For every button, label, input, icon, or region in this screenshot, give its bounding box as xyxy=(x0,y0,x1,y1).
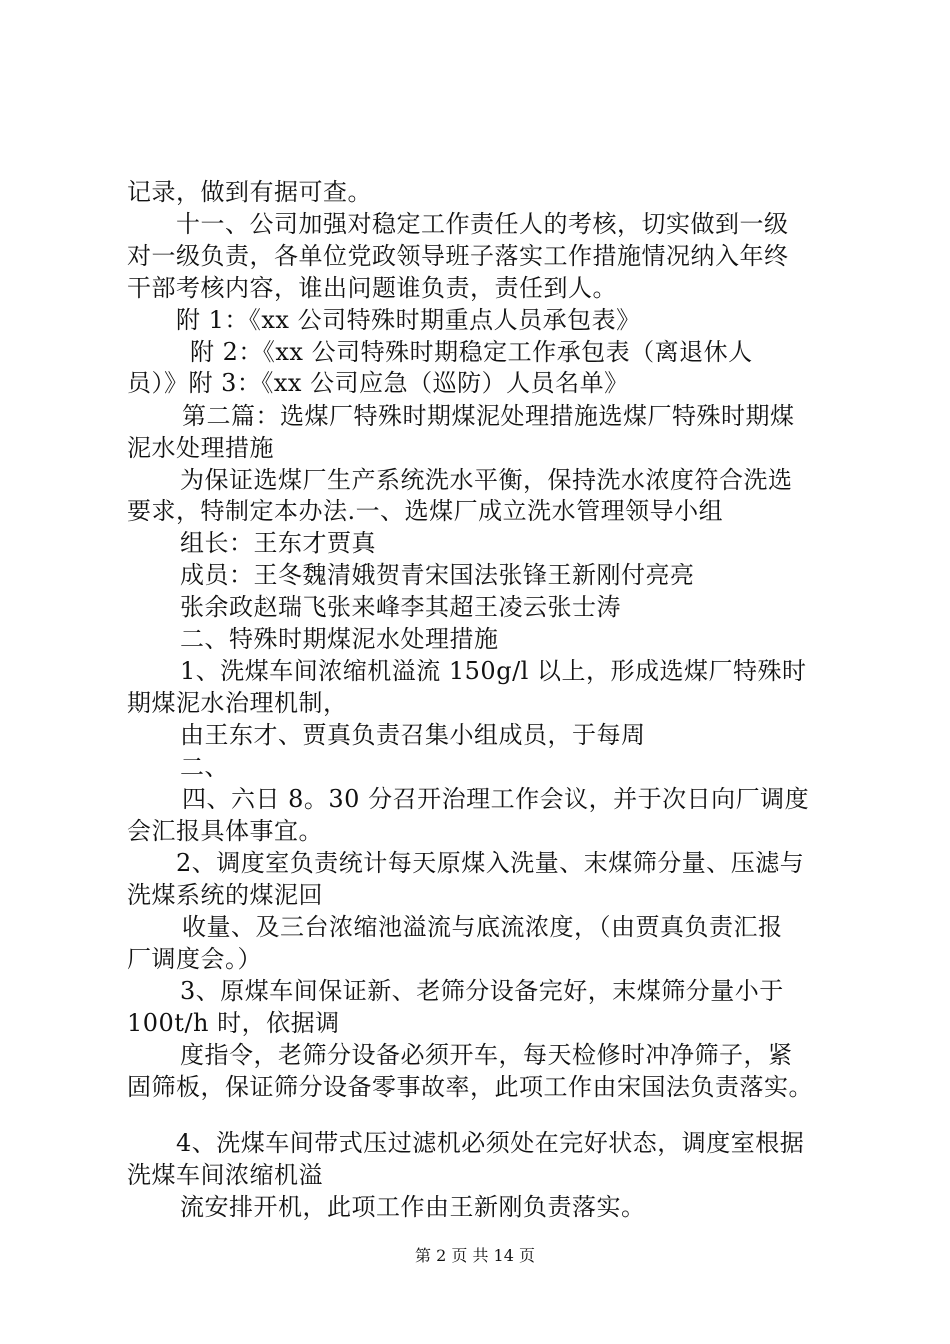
text-line-19: 二、 xyxy=(180,753,229,781)
text-line-25: 厂调度会。） xyxy=(127,945,262,973)
text-line-12: 组长：王东才贾真 xyxy=(180,529,376,557)
text-line-1: 记录，做到有据可查。 xyxy=(127,178,372,206)
text-line-20: 四、六日 8。30 分召开治理工作会议，并于次日向厂调度 xyxy=(182,785,810,813)
text-line-22: 2、调度室负责统计每天原煤入洗量、末煤筛分量、压滤与 xyxy=(176,849,805,877)
text-line-18: 由王东才、贾真负责召集小组成员，于每周 xyxy=(180,721,646,749)
text-line-27: 100t/h 时，依据调 xyxy=(127,1009,340,1037)
text-line-30: 4、洗煤车间带式压过滤机必须处在完好状态，调度室根据 xyxy=(176,1129,805,1157)
text-line-2: 十一、公司加强对稳定工作责任人的考核，切实做到一级 xyxy=(176,210,789,238)
text-line-28: 度指令，老筛分设备必须开车，每天检修时冲净筛子，紧 xyxy=(180,1041,793,1069)
text-line-4: 干部考核内容，谁出问题谁负责，责任到人。 xyxy=(127,274,617,302)
text-line-24: 收量、及三台浓缩池溢流与底流浓度，（由贾真负责汇报 xyxy=(182,913,783,941)
text-line-3: 对一级负责，各单位党政领导班子落实工作措施情况纳入年终 xyxy=(127,242,789,270)
page-number-footer: 第 2 页 共 14 页 xyxy=(415,1246,535,1265)
text-line-21: 会汇报具体事宜。 xyxy=(127,817,323,845)
text-line-14: 张余政赵瑞飞张来峰李其超王凌云张士涛 xyxy=(180,593,621,621)
text-line-8: 第二篇：选煤厂特殊时期煤泥处理措施选煤厂特殊时期煤 xyxy=(182,402,795,430)
text-line-10: 为保证选煤厂生产系统洗水平衡，保持洗水浓度符合洗选 xyxy=(180,466,793,494)
text-line-11: 要求，特制定本办法.一、选煤厂成立洗水管理领导小组 xyxy=(127,497,724,525)
text-line-32: 流安排开机，此项工作由王新刚负责落实。 xyxy=(180,1193,646,1221)
text-line-15: 二、特殊时期煤泥水处理措施 xyxy=(180,625,499,653)
text-line-31: 洗煤车间浓缩机溢 xyxy=(127,1161,323,1189)
text-line-5: 附 1：《xx 公司特殊时期重点人员承包表》 xyxy=(176,306,641,334)
text-line-26: 3、原煤车间保证新、老筛分设备完好，末煤筛分量小于 xyxy=(180,977,784,1005)
text-line-17: 期煤泥水治理机制， xyxy=(127,689,348,717)
text-line-6: 附 2：《xx 公司特殊时期稳定工作承包表（离退休人 xyxy=(190,338,753,366)
text-line-7: 员）》附 3：《xx 公司应急（巡防）人员名单》 xyxy=(127,369,629,397)
text-line-23: 洗煤系统的煤泥回 xyxy=(127,881,323,909)
text-line-16: 1、洗煤车间浓缩机溢流 150g/l 以上，形成选煤厂特殊时 xyxy=(180,657,807,685)
text-line-13: 成员：王冬魏清娥贺青宋国法张锋王新刚付亮亮 xyxy=(180,561,695,589)
text-line-29: 固筛板，保证筛分设备零事故率，此项工作由宋国法负责落实。 xyxy=(127,1073,813,1101)
text-line-9: 泥水处理措施 xyxy=(127,434,274,462)
